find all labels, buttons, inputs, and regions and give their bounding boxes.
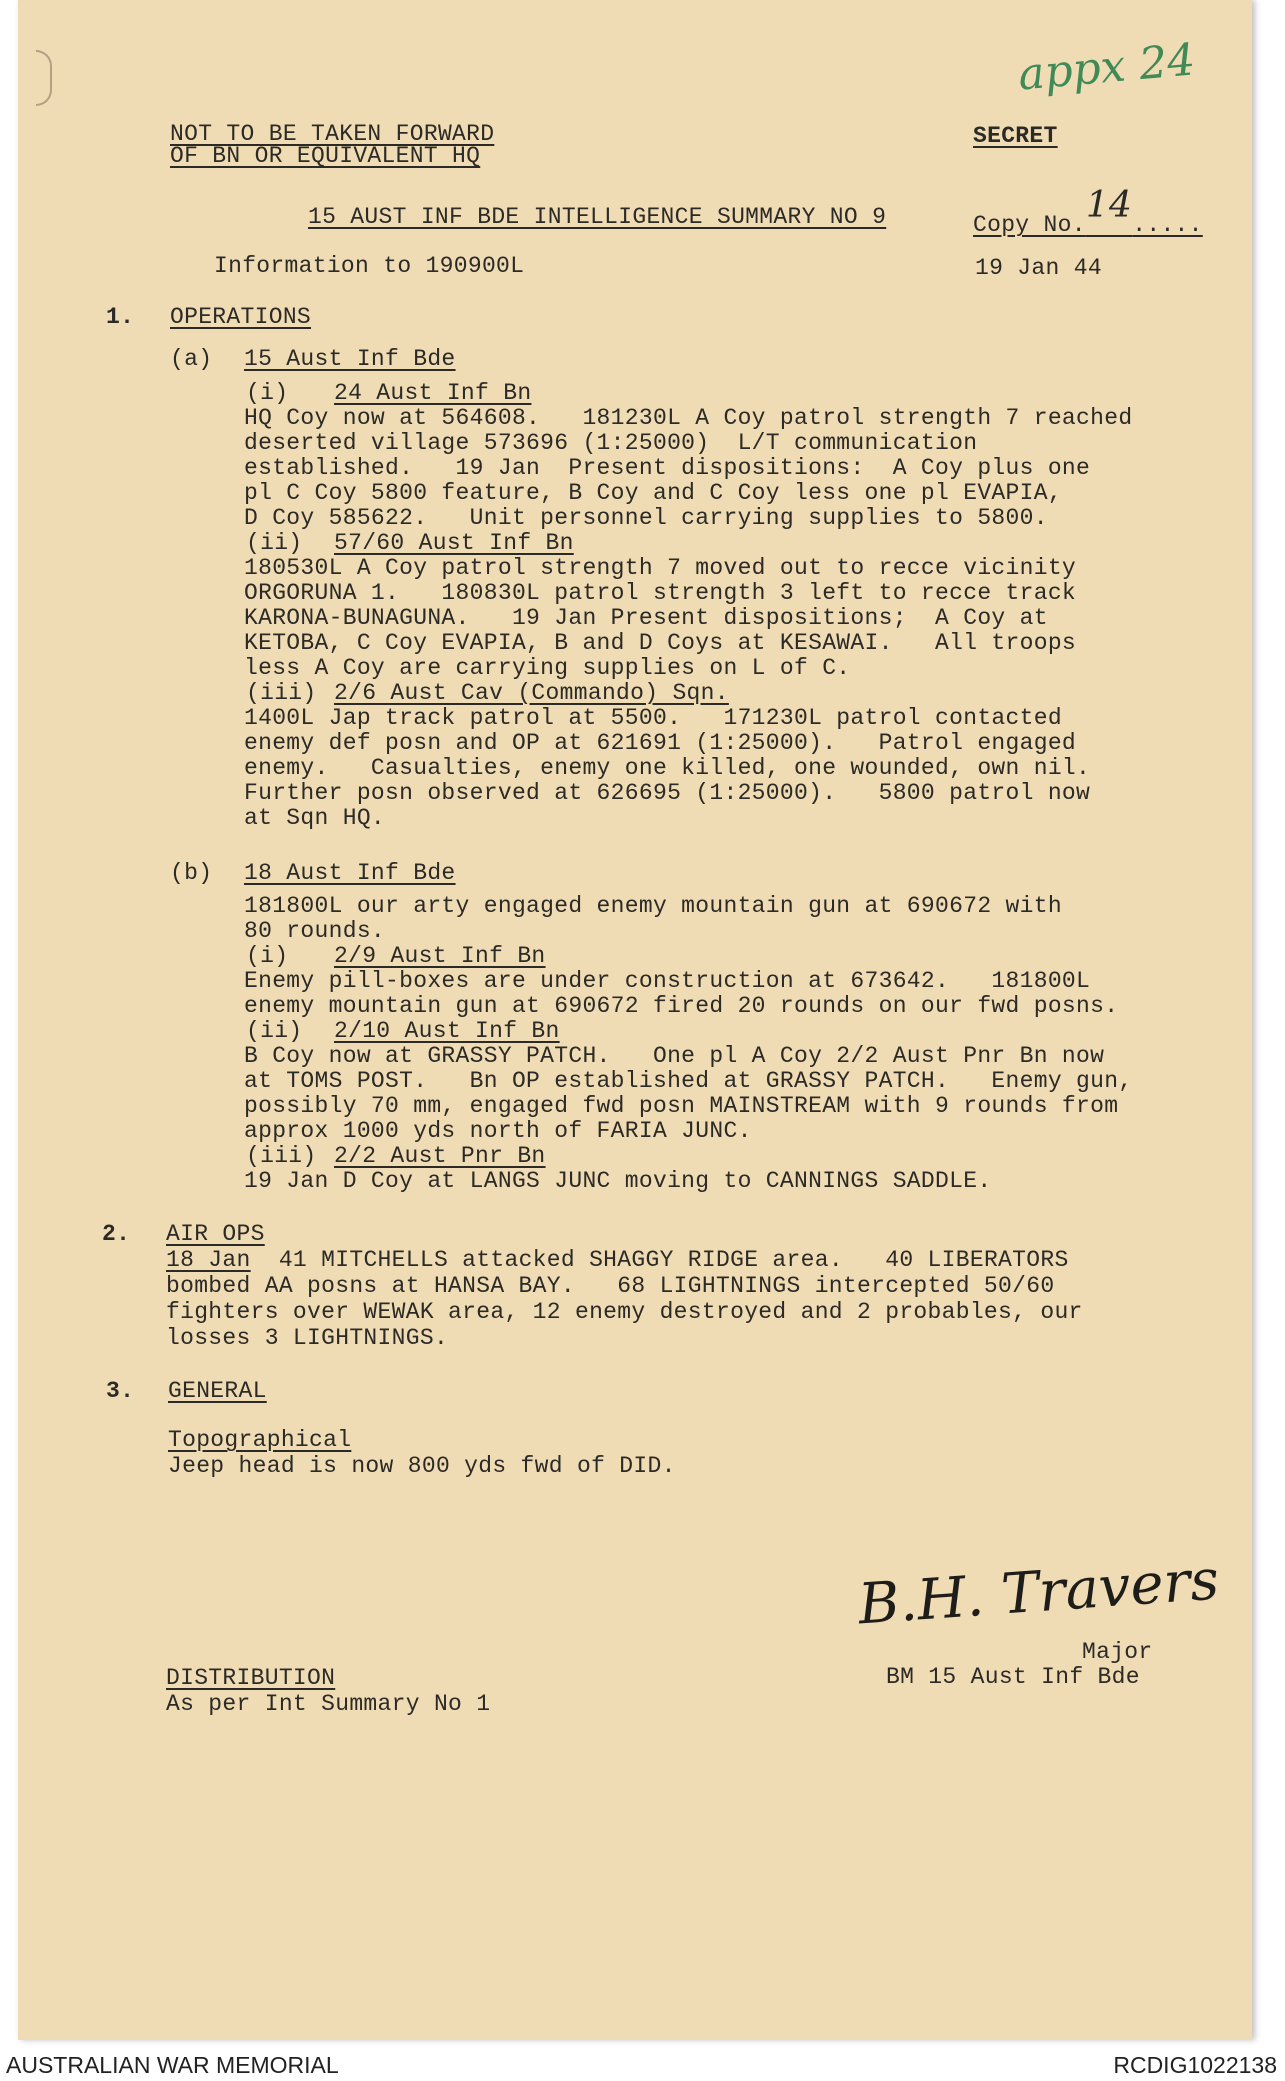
section-2-number: 2. — [102, 1221, 131, 1247]
unit-a-i-line-5: D Coy 585622. Unit personnel carrying supplies to 5800. — [244, 505, 1048, 531]
subsection-b-title: 18 Aust Inf Bde — [244, 860, 456, 886]
unit-b-iii-line-1: 19 Jan D Coy at LANGS JUNC moving to CANNINGS SADDLE. — [244, 1168, 992, 1194]
caveat-line-1: NOT TO BE TAKEN FORWARD — [170, 121, 495, 147]
section-2-line-1-text: 41 MITCHELLS attacked SHAGGY RIDGE area. 40 LIBERATORS — [250, 1247, 1069, 1273]
unit-a-iii-line-5: at Sqn HQ. — [244, 805, 386, 831]
document-page — [18, 0, 1252, 2040]
copy-label: Copy No. — [973, 212, 1086, 238]
signature: B.H. Travers — [856, 1547, 1222, 1638]
section-3-title: GENERAL — [168, 1378, 267, 1404]
unit-b-i-title: 2/9 Aust Inf Bn — [334, 943, 546, 969]
section-2-line-2: bombed AA posns at HANSA BAY. 68 LIGHTNINGS intercepted 50/60 — [166, 1273, 1055, 1299]
footer-bar — [0, 2048, 1285, 2081]
unit-a-i-line-1: HQ Coy now at 564608. 181230L A Coy patrol strength 7 reached — [244, 405, 1133, 431]
subsection-b-intro-line-1: 181800L our arty engaged enemy mountain gun at 690672 with — [244, 893, 1062, 919]
section-1-number: 1. — [106, 304, 135, 330]
section-2-date: 18 Jan — [166, 1247, 251, 1273]
document-title: 15 AUST INF BDE INTELLIGENCE SUMMARY NO 9 — [308, 204, 887, 230]
footer-source: AUSTRALIAN WAR MEMORIAL — [6, 2052, 339, 2078]
subsection-a-title: 15 Aust Inf Bde — [244, 346, 456, 372]
section-1-title: OPERATIONS — [170, 304, 312, 330]
unit-b-ii-label: (ii) — [246, 1018, 303, 1044]
section-3-number: 3. — [106, 1378, 135, 1404]
classification-label: SECRET — [973, 123, 1058, 149]
unit-b-iii-label: (iii) — [246, 1143, 317, 1169]
unit-b-ii-title: 2/10 Aust Inf Bn — [334, 1018, 560, 1044]
footer-reference: RCDIG1022138 — [1113, 2052, 1277, 2078]
subsection-b-intro-line-2: 80 rounds. — [244, 918, 386, 944]
unit-a-iii-line-4: Further posn observed at 626695 (1:25000). 5800 patrol now — [244, 780, 1091, 806]
unit-a-iii-label: (iii) — [246, 680, 317, 706]
unit-a-i-line-2: deserted village 573696 (1:25000) L/T communication — [244, 430, 978, 456]
unit-b-i-line-1: Enemy pill-boxes are under construction at 673642. 181800L — [244, 968, 1091, 994]
archive-annotation: appx 24 — [1016, 34, 1198, 101]
unit-a-ii-line-1: 180530L A Coy patrol strength 7 moved out to recce vicinity — [244, 555, 1077, 581]
unit-b-ii-line-4: approx 1000 yds north of FARIA JUNC. — [244, 1118, 752, 1144]
unit-a-i-line-4: pl C Coy 5800 feature, B Coy and C Coy less one pl EVAPIA, — [244, 480, 1062, 506]
section-2-line-3: fighters over WEWAK area, 12 enemy destroyed and 2 probables, our — [166, 1299, 1083, 1325]
section-2-line-4: losses 3 LIGHTNINGS. — [166, 1325, 449, 1351]
subsection-b-label: (b) — [170, 860, 213, 886]
copy-dots: ..... — [1132, 212, 1203, 238]
signatory-appointment: BM 15 Aust Inf Bde — [886, 1664, 1140, 1690]
unit-a-iii-line-2: enemy def posn and OP at 621691 (1:25000). Patrol engaged — [244, 730, 1077, 756]
copy-number: 14 — [1085, 185, 1133, 226]
unit-a-i-title: 24 Aust Inf Bn — [334, 380, 532, 406]
section-2-line-1 — [166, 1248, 1069, 1273]
unit-a-i-label: (i) — [246, 380, 289, 406]
document-date: 19 Jan 44 — [975, 255, 1102, 281]
signatory-rank: Major — [1082, 1639, 1153, 1665]
unit-a-ii-line-3: KARONA-BUNAGUNA. 19 Jan Present dispositions; A Coy at — [244, 605, 1048, 631]
unit-a-i-line-3: established. 19 Jan Present dispositions: A Coy plus one — [244, 455, 1091, 481]
unit-a-iii-line-1: 1400L Jap track patrol at 5500. 171230L patrol contacted — [244, 705, 1062, 731]
section-3-line-1: Jeep head is now 800 yds fwd of DID. — [168, 1453, 676, 1479]
unit-b-ii-line-3: possibly 70 mm, engaged fwd posn MAINSTREAM with 9 rounds from — [244, 1093, 1119, 1119]
unit-a-ii-line-4: KETOBA, C Coy EVAPIA, B and D Coys at KESAWAI. All troops — [244, 630, 1077, 656]
unit-a-ii-line-5: less A Coy are carrying supplies on L of C. — [244, 655, 851, 681]
subsection-a-label: (a) — [170, 346, 213, 372]
punch-hole-mark — [36, 50, 52, 106]
distribution-title: DISTRIBUTION — [166, 1665, 336, 1691]
unit-b-iii-title: 2/2 Aust Pnr Bn — [334, 1143, 546, 1169]
unit-b-i-line-2: enemy mountain gun at 690672 fired 20 rounds on our fwd posns. — [244, 993, 1119, 1019]
unit-a-ii-title: 57/60 Aust Inf Bn — [334, 530, 574, 556]
copy-number-line — [973, 185, 1203, 238]
unit-a-ii-label: (ii) — [246, 530, 303, 556]
unit-a-ii-line-2: ORGORUNA 1. 180830L patrol strength 3 left to recce track — [244, 580, 1077, 606]
section-2-title: AIR OPS — [166, 1221, 265, 1247]
distribution-text: As per Int Summary No 1 — [166, 1691, 491, 1717]
unit-a-iii-title: 2/6 Aust Cav (Commando) Sqn. — [334, 680, 729, 706]
info-line: Information to 190900L — [214, 253, 525, 279]
section-3-subtitle: Topographical — [168, 1427, 352, 1453]
unit-b-i-label: (i) — [246, 943, 289, 969]
unit-a-iii-line-3: enemy. Casualties, enemy one killed, one wounded, own nil. — [244, 755, 1091, 781]
unit-b-ii-line-1: B Coy now at GRASSY PATCH. One pl A Coy 2/2 Aust Pnr Bn now — [244, 1043, 1105, 1069]
caveat-line-2: OF BN OR EQUIVALENT HQ — [170, 143, 481, 169]
unit-b-ii-line-2: at TOMS POST. Bn OP established at GRASSY PATCH. Enemy gun, — [244, 1068, 1133, 1094]
